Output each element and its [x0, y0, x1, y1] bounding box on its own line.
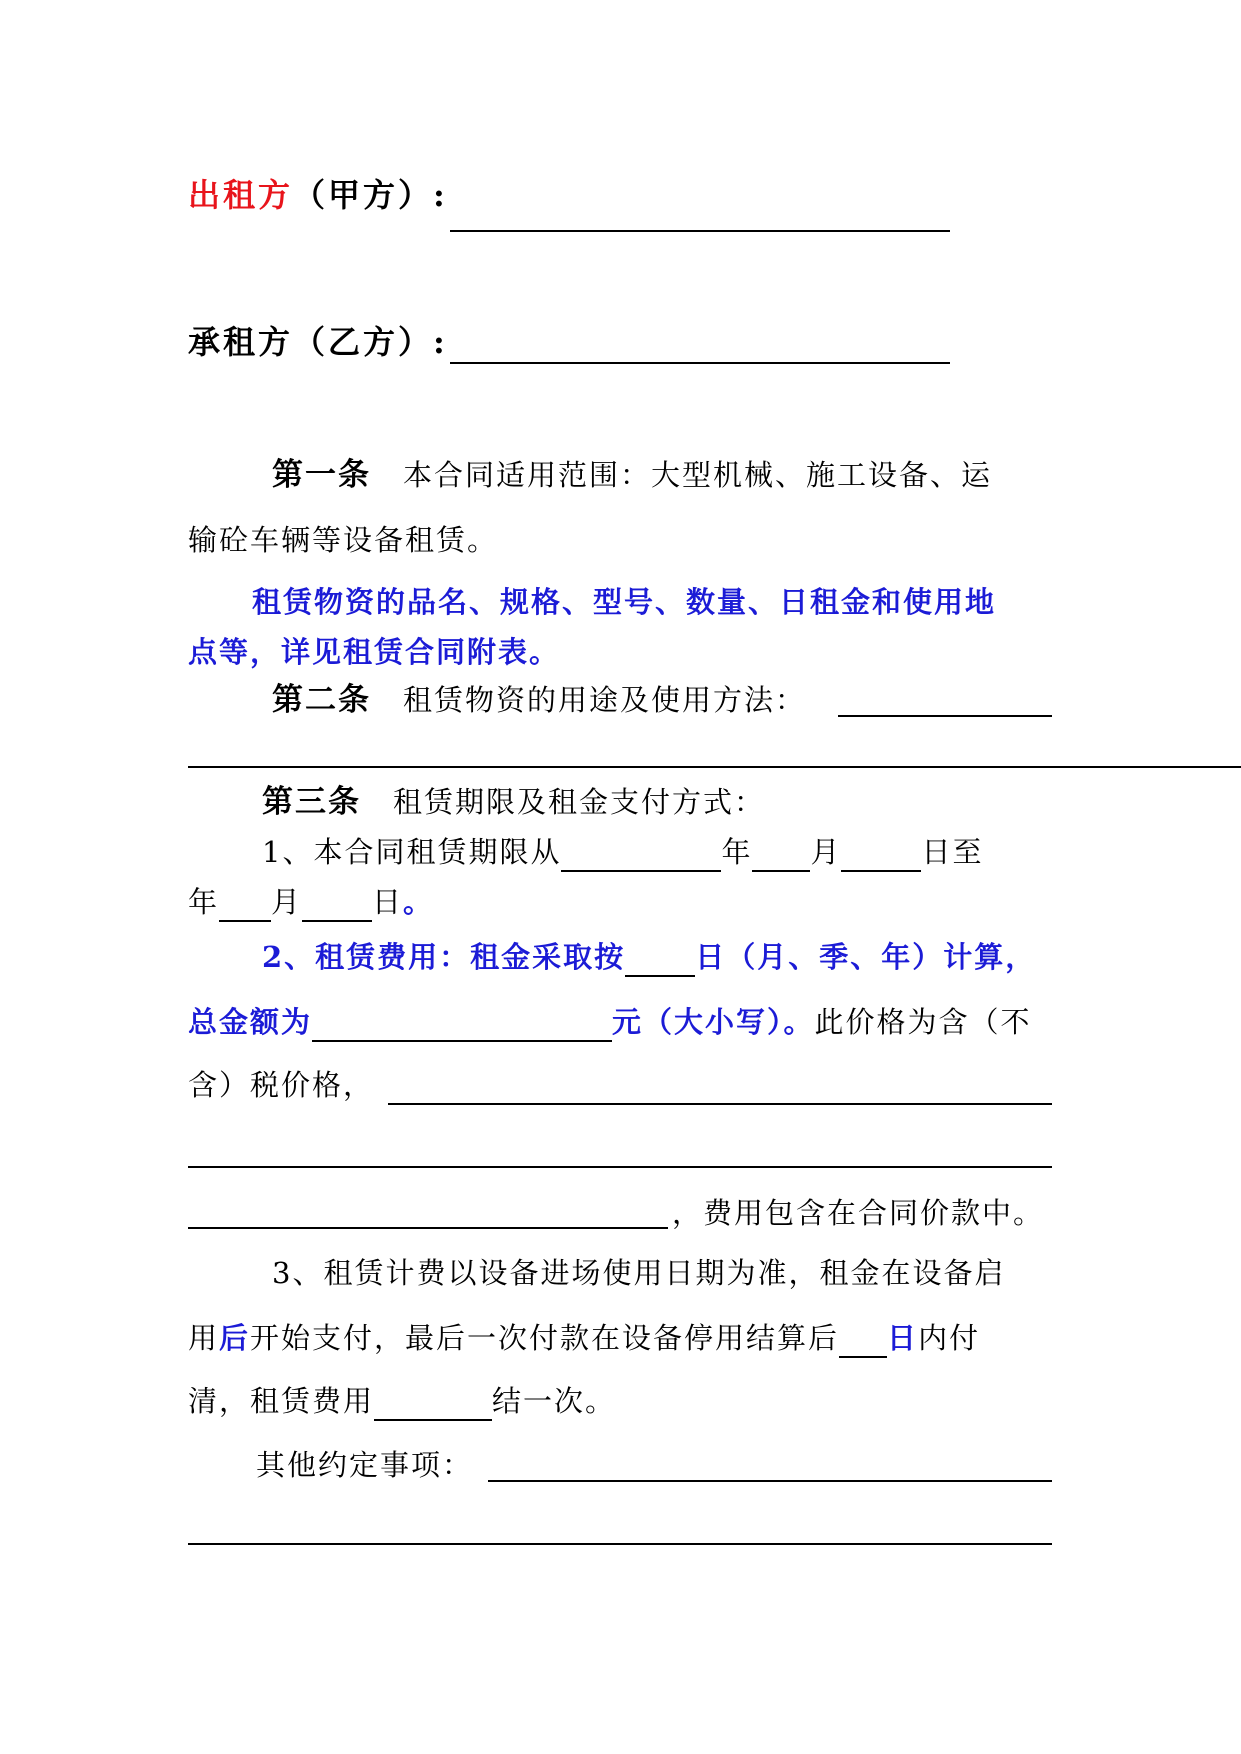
article3-heading: 第三条 — [262, 784, 361, 820]
other-terms-label: 其他约定事项： — [256, 1448, 474, 1482]
article3-item2-line2 — [188, 1002, 1032, 1042]
lessor-paren: （甲方）: — [293, 176, 448, 214]
start-day-blank[interactable] — [841, 840, 921, 872]
article1-blue-line2: 点等，详见租赁合同附表。 — [188, 635, 561, 669]
total-suffix: 元（大小写）。 — [612, 1005, 815, 1039]
article3-item2-line3 — [188, 1065, 374, 1105]
lessee-paren: （乙方）: — [293, 323, 448, 361]
article2-blank[interactable] — [838, 715, 1052, 717]
article1-heading: 第一条 — [272, 457, 371, 493]
item1-prefix: 1、本合同租赁期限从 — [262, 835, 562, 869]
lessor-line — [188, 175, 448, 215]
article3-item3-line1: 3、租赁计费以设备进场使用日期为准，租金在设备启 — [272, 1256, 1006, 1290]
article3-item1-line2 — [188, 882, 434, 922]
article1-blue-line1: 租赁物资的品名、规格、型号、数量、日租金和使用地 — [252, 585, 997, 619]
other-terms-blank-line2[interactable] — [188, 1543, 1052, 1545]
article2-blank-line2[interactable] — [188, 766, 1241, 768]
lessor-label: 出租方 — [188, 176, 294, 214]
article3-line — [262, 782, 765, 822]
item3-use: 用 — [188, 1321, 220, 1355]
item3-line2: 开始支付，最后一次付款在设备停用结算后 — [250, 1321, 840, 1355]
month-label: 月 — [810, 835, 842, 869]
article2-line — [272, 680, 806, 720]
article1-text: 本合同适用范围：大型机械、施工设备、运 — [403, 458, 993, 492]
article3-item3-line3 — [188, 1381, 616, 1421]
year-label: 年 — [721, 835, 753, 869]
tax-blank-line2[interactable] — [188, 1166, 1052, 1168]
lessor-blank[interactable] — [450, 230, 950, 232]
start-year-blank[interactable] — [561, 840, 721, 872]
rent-unit-blank[interactable] — [625, 945, 695, 977]
end-month-blank[interactable] — [219, 890, 271, 922]
tax-text: 此价格为含（不 — [814, 1005, 1032, 1039]
total-prefix: 总金额为 — [188, 1005, 313, 1039]
fee-included: ，费用包含在合同价款中。 — [672, 1196, 1045, 1230]
end-day-blank[interactable] — [302, 890, 372, 922]
item3-day: 日 — [887, 1321, 919, 1355]
item3-within: 内付 — [918, 1321, 981, 1355]
article3-item1-line1 — [262, 832, 984, 872]
lessee-label: 承租方 — [188, 323, 294, 361]
item3-line3a: 清，租赁费用 — [188, 1384, 375, 1418]
article2-text: 租赁物资的用途及使用方法： — [403, 683, 807, 717]
pay-days-blank[interactable] — [839, 1326, 887, 1358]
total-amount-blank[interactable] — [312, 1010, 612, 1042]
article1-line2: 输砼车辆等设备租赁。 — [188, 523, 499, 557]
item3-line3b: 结一次。 — [492, 1384, 617, 1418]
start-month-blank[interactable] — [752, 840, 810, 872]
other-terms-blank[interactable] — [488, 1480, 1052, 1482]
end-day-label: 日 — [372, 885, 404, 919]
item2-unit: 日（月、季、年）计算， — [695, 940, 1037, 974]
lessee-blank[interactable] — [450, 362, 950, 364]
tax-text2: 含）税价格， — [188, 1068, 375, 1102]
article3-item3-line2 — [188, 1318, 980, 1358]
end-period: 。 — [403, 885, 435, 919]
item3-after: 后 — [219, 1321, 251, 1355]
end-year-label: 年 — [188, 885, 220, 919]
article2-heading: 第二条 — [272, 682, 371, 718]
article1-line1 — [272, 455, 992, 495]
fee-blank[interactable] — [188, 1227, 668, 1229]
day-to-label: 日至 — [921, 835, 984, 869]
article3-text: 租赁期限及租金支付方式： — [393, 785, 766, 819]
lessee-line — [188, 322, 448, 362]
settle-cycle-blank[interactable] — [374, 1389, 492, 1421]
end-month-label: 月 — [271, 885, 303, 919]
tax-blank[interactable] — [388, 1103, 1052, 1105]
item2-prefix: 2、租赁费用：租金采取按 — [262, 940, 626, 974]
article3-item2-line1 — [262, 937, 1036, 977]
